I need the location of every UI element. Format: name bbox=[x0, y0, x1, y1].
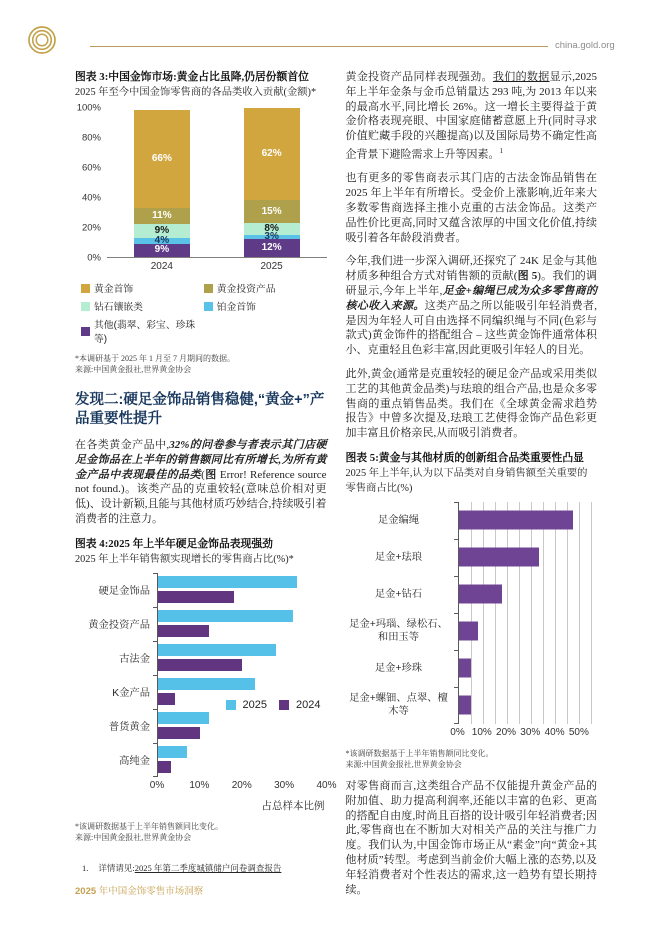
text-segment: Error! Reference source not found.)。该类产品的克重较轻(意味总价相对更低)、设计新颖,且能与其他材质巧妙结合,持续吸引着消费者的注意力。 bbox=[75, 468, 327, 525]
chart4-plot-area bbox=[75, 573, 327, 777]
chart5-subtitle: 2025 年上半年,认为以下品类对自身销售额至关重要的零售商占比(%) bbox=[345, 467, 588, 494]
chart5-x-axis bbox=[450, 726, 592, 740]
footnote-line: *该调研数据基于上半年销售额同比变化。 bbox=[75, 821, 223, 831]
bar bbox=[158, 576, 297, 588]
y-tick-label: 0% bbox=[87, 252, 101, 264]
category-label: 足金+螺钿、点翠、檀木等 bbox=[349, 693, 448, 718]
footnote-text: 详情请见: bbox=[98, 863, 135, 873]
paragraph-24k-combo bbox=[346, 254, 598, 358]
bar-segment: 15% bbox=[244, 200, 300, 222]
x-tick-label: 30% bbox=[520, 726, 541, 738]
chart3-title: 图表 3:中国金饰市场:黄金占比虽降,仍居份额首位 bbox=[75, 71, 309, 83]
bar bbox=[459, 659, 471, 678]
legend-swatch bbox=[81, 327, 90, 336]
y-tick-label: 100% bbox=[76, 102, 101, 114]
emphasis-segment: 足金+编绳已成为众多零售商的核心收入来源。 bbox=[345, 285, 597, 312]
stacked-bar bbox=[244, 108, 300, 257]
bar-group bbox=[75, 709, 327, 743]
chart3-legend bbox=[81, 281, 327, 345]
legend-item: 黄金投资产品 bbox=[204, 281, 327, 295]
right-column bbox=[346, 70, 598, 897]
figure-reference: 图 5 bbox=[517, 270, 538, 283]
bar bbox=[459, 622, 478, 641]
legend-swatch bbox=[81, 284, 90, 293]
category-label: 足金+钻石 bbox=[374, 588, 423, 600]
x-tick-label: 2024 bbox=[150, 261, 173, 272]
legend-item: 钻石镶嵌类 bbox=[81, 299, 204, 313]
footer-year: 2025 bbox=[75, 886, 97, 897]
x-tick-label: 20% bbox=[231, 779, 252, 791]
bar bbox=[158, 761, 171, 773]
chart3-subtitle: 2025 年至今中国金饰零售商的各品类收入贡献(金额)* bbox=[75, 87, 317, 98]
legend-swatch bbox=[204, 284, 213, 293]
bar-group bbox=[75, 743, 327, 777]
chart4-footnote bbox=[75, 821, 327, 843]
bar-segment: 66% bbox=[134, 110, 190, 208]
bar bbox=[459, 548, 539, 567]
text-segment: 今年,我们进一步深入调研,还探究了 24K 足金与其他材质多种组合方式对销售额的贡献( bbox=[345, 255, 597, 283]
x-tick-label: 0% bbox=[450, 726, 465, 738]
x-tick-label: 10% bbox=[471, 726, 492, 738]
legend-item: 黄金首饰 bbox=[81, 281, 204, 295]
x-tick-label: 20% bbox=[496, 726, 517, 738]
bar-row bbox=[346, 613, 598, 650]
bar-row bbox=[346, 576, 598, 613]
category-label: 硬足金饰品 bbox=[98, 586, 150, 598]
chart3-stacked-bar-chart bbox=[75, 102, 327, 345]
text-segment: 在各类黄金产品中, bbox=[75, 439, 170, 451]
emphasis-segment: 32%的问卷参与者表示其门店硬足金饰品在上半年的销售额同比有所增长,为所有黄金产品中表现最佳的品类 bbox=[75, 439, 327, 481]
x-tick-label: 0% bbox=[149, 779, 165, 791]
bar-segment: 9% bbox=[134, 224, 190, 237]
bar-row bbox=[346, 539, 598, 576]
chart3-y-axis bbox=[75, 102, 107, 264]
bar-row bbox=[346, 687, 598, 724]
chart4-subtitle: 2025 年上半年销售额实现增长的零售商占比(%)* bbox=[75, 553, 294, 565]
footnote-marker[interactable]: 1 bbox=[499, 146, 503, 155]
paragraph-gufajin: 也有更多的零售商表示其门店的古法金饰品销售在 2025 年上半年有所增长。受金价上涨影响,近年来大多数零售商选择主推小克重的古法金饰品。这类产品性价比更高,同时又蕴含浓厚的中国文化价值,持续吸引着各年龄段消费者。 bbox=[345, 172, 597, 244]
bar-segment: 9% bbox=[134, 244, 190, 257]
bar-row bbox=[346, 502, 598, 539]
bar bbox=[158, 693, 175, 705]
bar bbox=[459, 696, 471, 715]
bar bbox=[158, 644, 276, 656]
chart4-x-axis bbox=[149, 779, 337, 793]
legend-item: 2025 bbox=[226, 699, 267, 711]
chart4-title: 图表 4:2025 年上半年硬足金饰品表现强劲 bbox=[75, 537, 273, 550]
bar-segment: 62% bbox=[244, 108, 300, 200]
source-line: 来源:中国黄金报社,世界黄金协会 bbox=[75, 365, 192, 374]
category-label: 足金+珍珠 bbox=[374, 662, 423, 674]
site-url[interactable]: china.gold.org bbox=[555, 40, 615, 51]
x-tick-label: 30% bbox=[274, 779, 295, 791]
text-segment: ( bbox=[201, 468, 205, 481]
bar bbox=[459, 511, 573, 530]
category-label: 黄金投资产品 bbox=[88, 620, 150, 632]
category-label: 古法金 bbox=[119, 654, 150, 666]
bar-group bbox=[75, 641, 327, 675]
legend-swatch bbox=[204, 302, 213, 311]
header-rule bbox=[90, 46, 548, 47]
category-label: 普货黄金 bbox=[108, 722, 150, 734]
y-tick-label: 40% bbox=[81, 192, 101, 204]
legend-swatch bbox=[81, 302, 90, 311]
x-tick-label: 40% bbox=[544, 726, 565, 738]
bar-segment: 4% bbox=[134, 238, 190, 244]
category-label: K金产品 bbox=[112, 688, 150, 700]
legend-item: 2024 bbox=[279, 699, 320, 711]
chart3-plot-area bbox=[107, 108, 327, 258]
survey-report-link[interactable]: 2025 年第二季度城镇储户问卷调查报告 bbox=[134, 863, 282, 873]
category-label: 足金+玛瑙、绿松石、和田玉等 bbox=[349, 619, 448, 644]
chart5-footnote bbox=[346, 748, 598, 770]
stacked-bar bbox=[134, 108, 190, 257]
bar-segment: 11% bbox=[134, 208, 190, 224]
text-segment: 这类产品之所以能吸引年轻消费者,是因为年轻人可自由选择不同编织绳与不同(色彩与款式)黄金饰件的搭配组合 – 这些黄金饰件通常体积小、克重轻且色彩丰富,因此更吸引年轻人的目光。 bbox=[345, 299, 598, 357]
legend-item: 其他(翡翠、彩宝、珍珠等) bbox=[81, 317, 204, 345]
y-tick-label: 20% bbox=[81, 222, 101, 234]
bar-segment: 3% bbox=[244, 235, 300, 239]
left-column bbox=[75, 70, 337, 897]
bar-segment: 12% bbox=[244, 239, 300, 257]
paragraph-enamel: 此外,黄金(通常是克重较轻的硬足金产品或采用类似工艺的其他黄金品类)与珐琅的组合产品,也是众多零售商的重点销售品类。我们在《全球黄金需求趋势报告》中曾多次提及,珐琅工艺使得金饰产品色彩更加丰富且价格亲民,从而吸引消费者。 bbox=[345, 368, 597, 440]
footnote-line: *该调研数据基于上半年销售额同比变化。 bbox=[345, 748, 494, 758]
report-footer-title bbox=[75, 883, 203, 897]
paragraph-retailer-outlook: 对零售商而言,这类组合产品不仅能提升黄金产品的附加值、助力提高利润率,还能以丰富的色彩、更高的搭配自由度,时尚且百搭的设计吸引年轻消费者;因此,零售商也在不断加大对相关产品的关注与推广力度。我们认为,中国金饰市场正从“素金”向“黄金+其他材质”转型。考虑到当前金价大幅上涨的态势,以及年轻消费者对个性表达的需求,这一趋势有望长期持续。 bbox=[345, 779, 597, 896]
figure-reference: 图 bbox=[204, 468, 217, 481]
chart3-x-axis bbox=[107, 258, 327, 272]
footer-title-text: 年中国金饰零售市场洞察 bbox=[96, 886, 204, 897]
bar-group bbox=[75, 573, 327, 607]
bar bbox=[158, 727, 200, 739]
legend-item: 铂金首饰 bbox=[204, 299, 327, 313]
bar bbox=[158, 746, 187, 758]
bar bbox=[158, 712, 209, 724]
world-gold-council-logo-icon bbox=[27, 25, 57, 55]
bar bbox=[158, 591, 234, 603]
bar bbox=[459, 585, 503, 604]
source-line: 来源:中国黄金报社,世界黄金协会 bbox=[345, 759, 462, 769]
bar bbox=[158, 659, 242, 671]
text-segment: )。我们的调研显示,今年上半年, bbox=[345, 270, 597, 298]
x-tick-label: 40% bbox=[316, 779, 337, 791]
bar bbox=[158, 625, 209, 637]
x-tick-label: 50% bbox=[568, 726, 589, 738]
page-footnote bbox=[82, 862, 281, 874]
y-tick-label: 80% bbox=[81, 132, 101, 144]
chart4-x-axis-label: 占总样本比例 bbox=[261, 799, 325, 812]
finding2-paragraph bbox=[75, 438, 327, 527]
footnote-line: *本调研基于 2025 年 1 月至 7 月期间的数据。 bbox=[75, 354, 235, 363]
chart5-bar-chart bbox=[346, 502, 598, 724]
our-data-link[interactable]: 我们的数据 bbox=[492, 71, 550, 83]
chart4-grouped-bar-chart bbox=[75, 537, 337, 843]
text-segment: 黄金投资产品同样表现强劲。 bbox=[345, 71, 493, 83]
y-tick-label: 60% bbox=[81, 162, 101, 174]
source-line: 来源:中国黄金报社,世界黄金协会 bbox=[75, 832, 192, 842]
legend-swatch bbox=[279, 700, 289, 710]
category-label: 高纯金 bbox=[119, 756, 150, 768]
chart5-title: 图表 5:黄金与其他材质的创新组合品类重要性凸显 bbox=[345, 451, 584, 464]
chart3-footnote bbox=[75, 353, 327, 375]
chart4-legend bbox=[226, 699, 321, 711]
bar bbox=[158, 678, 255, 690]
x-tick-label: 2025 bbox=[260, 261, 283, 272]
category-label: 足金编绳 bbox=[377, 514, 420, 526]
chart5-plot-area bbox=[346, 502, 598, 724]
category-label: 足金+珐琅 bbox=[374, 551, 423, 563]
x-tick-label: 10% bbox=[189, 779, 210, 791]
text-segment: 显示,2025 年上半年金条与金币总销量达 293 吨,为 2013 年以来的最高水平,同比增长 26%。这一增长主要得益于黄金价格表现亮眼、中国家庭储蓄意愿上升(同时寻求价值贮藏手段的兴趣提高)以及国际局势不确定性高企背景下避险需求上升等因素。 bbox=[345, 71, 598, 161]
bar-row bbox=[346, 650, 598, 687]
paragraph-investment bbox=[346, 70, 598, 162]
legend-swatch bbox=[226, 700, 236, 710]
two-column-layout bbox=[75, 70, 597, 897]
finding2-heading: 发现二:硬足金饰品销售稳健,“黄金+”产品重要性提升 bbox=[75, 392, 325, 427]
bar-group bbox=[75, 607, 327, 641]
bar-segment: 8% bbox=[244, 223, 300, 235]
footnote-number: 1. bbox=[82, 863, 89, 873]
bar bbox=[158, 610, 293, 622]
